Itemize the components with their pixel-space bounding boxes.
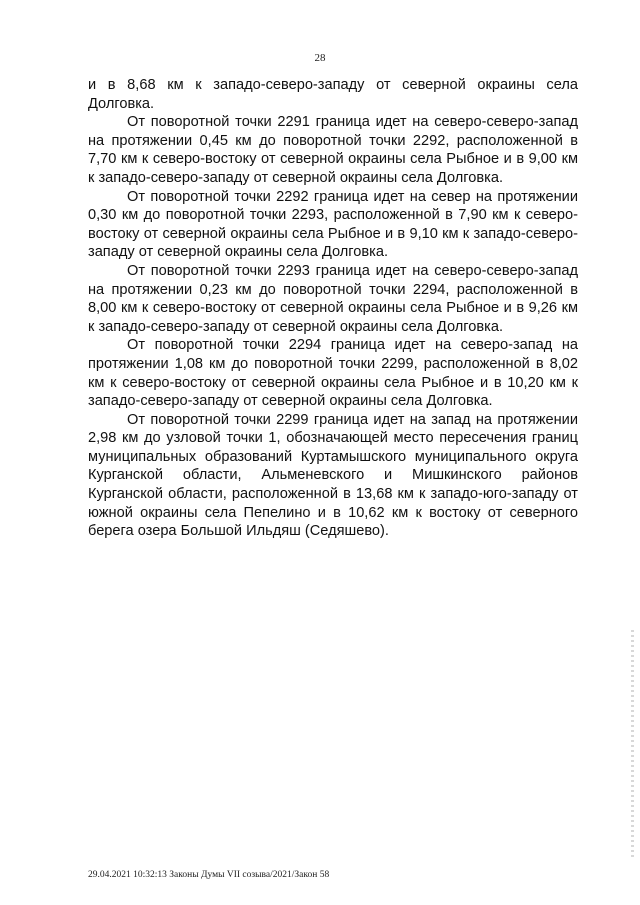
paragraph-point-2291: От поворотной точки 2291 граница идет на северо-северо-запад на протяжении 0,45 км до поворотной точки 2292, расположенной в 7,70 км к северо-востоку от северной окраины села Рыбное и в 9,00 км к западо-северо-западу от северной окраины села Долговка. [88, 114, 578, 186]
paragraph-point-2292: От поворотной точки 2292 граница идет на север на протяжении 0,30 км до поворотной точки 2293, расположенной в 7,90 км к северо-востоку от северной окраины села Рыбное и в 9,10 км к западо-северо-западу от северной окраины села Долговка. [88, 188, 578, 261]
paragraph-point-2293: От поворотной точки 2293 граница идет на северо-северо-запад на протяжении 0,23 км до поворотной точки 2294, расположенной в 8,00 км к северо-востоку от северной окраины села Рыбное и в 9,26 км к западо-северо-западу от северной окраины села Долговка. [88, 262, 578, 335]
paragraph-continuation: и в 8,68 км к западо-северо-западу от северной окраины села Долговка. [88, 77, 578, 112]
footer-stamp: 29.04.2021 10:32:13 Законы Думы VII созыва/2021/Закон 58 [88, 870, 330, 880]
document-body [88, 76, 578, 541]
scan-margin-mark [631, 630, 634, 860]
paragraph-point-2299: От поворотной точки 2299 граница идет на запад на протяжении 2,98 км до узловой точки 1, обозначающей место пересечения границ муниципальных образований Куртамышского муниципального округа Курганской области, Альменевского и Мишкинского районов Курганской области, расположенной в 13,68 км к западо-юго-западу от южной окраины села Пепелино и в 10,62 км к востоку от северного берега озера Большой Ильдяш (Седяшево). [88, 411, 578, 540]
paragraph-point-2294: От поворотной точки 2294 граница идет на северо-запад на протяжении 1,08 км до поворотной точки 2299, расположенной в 8,02 км к северо-востоку от северной окраины села Рыбное и в 10,20 км к западо-северо-западу от северной окраины села Долговка. [88, 337, 578, 410]
page-number: 28 [314, 52, 326, 64]
